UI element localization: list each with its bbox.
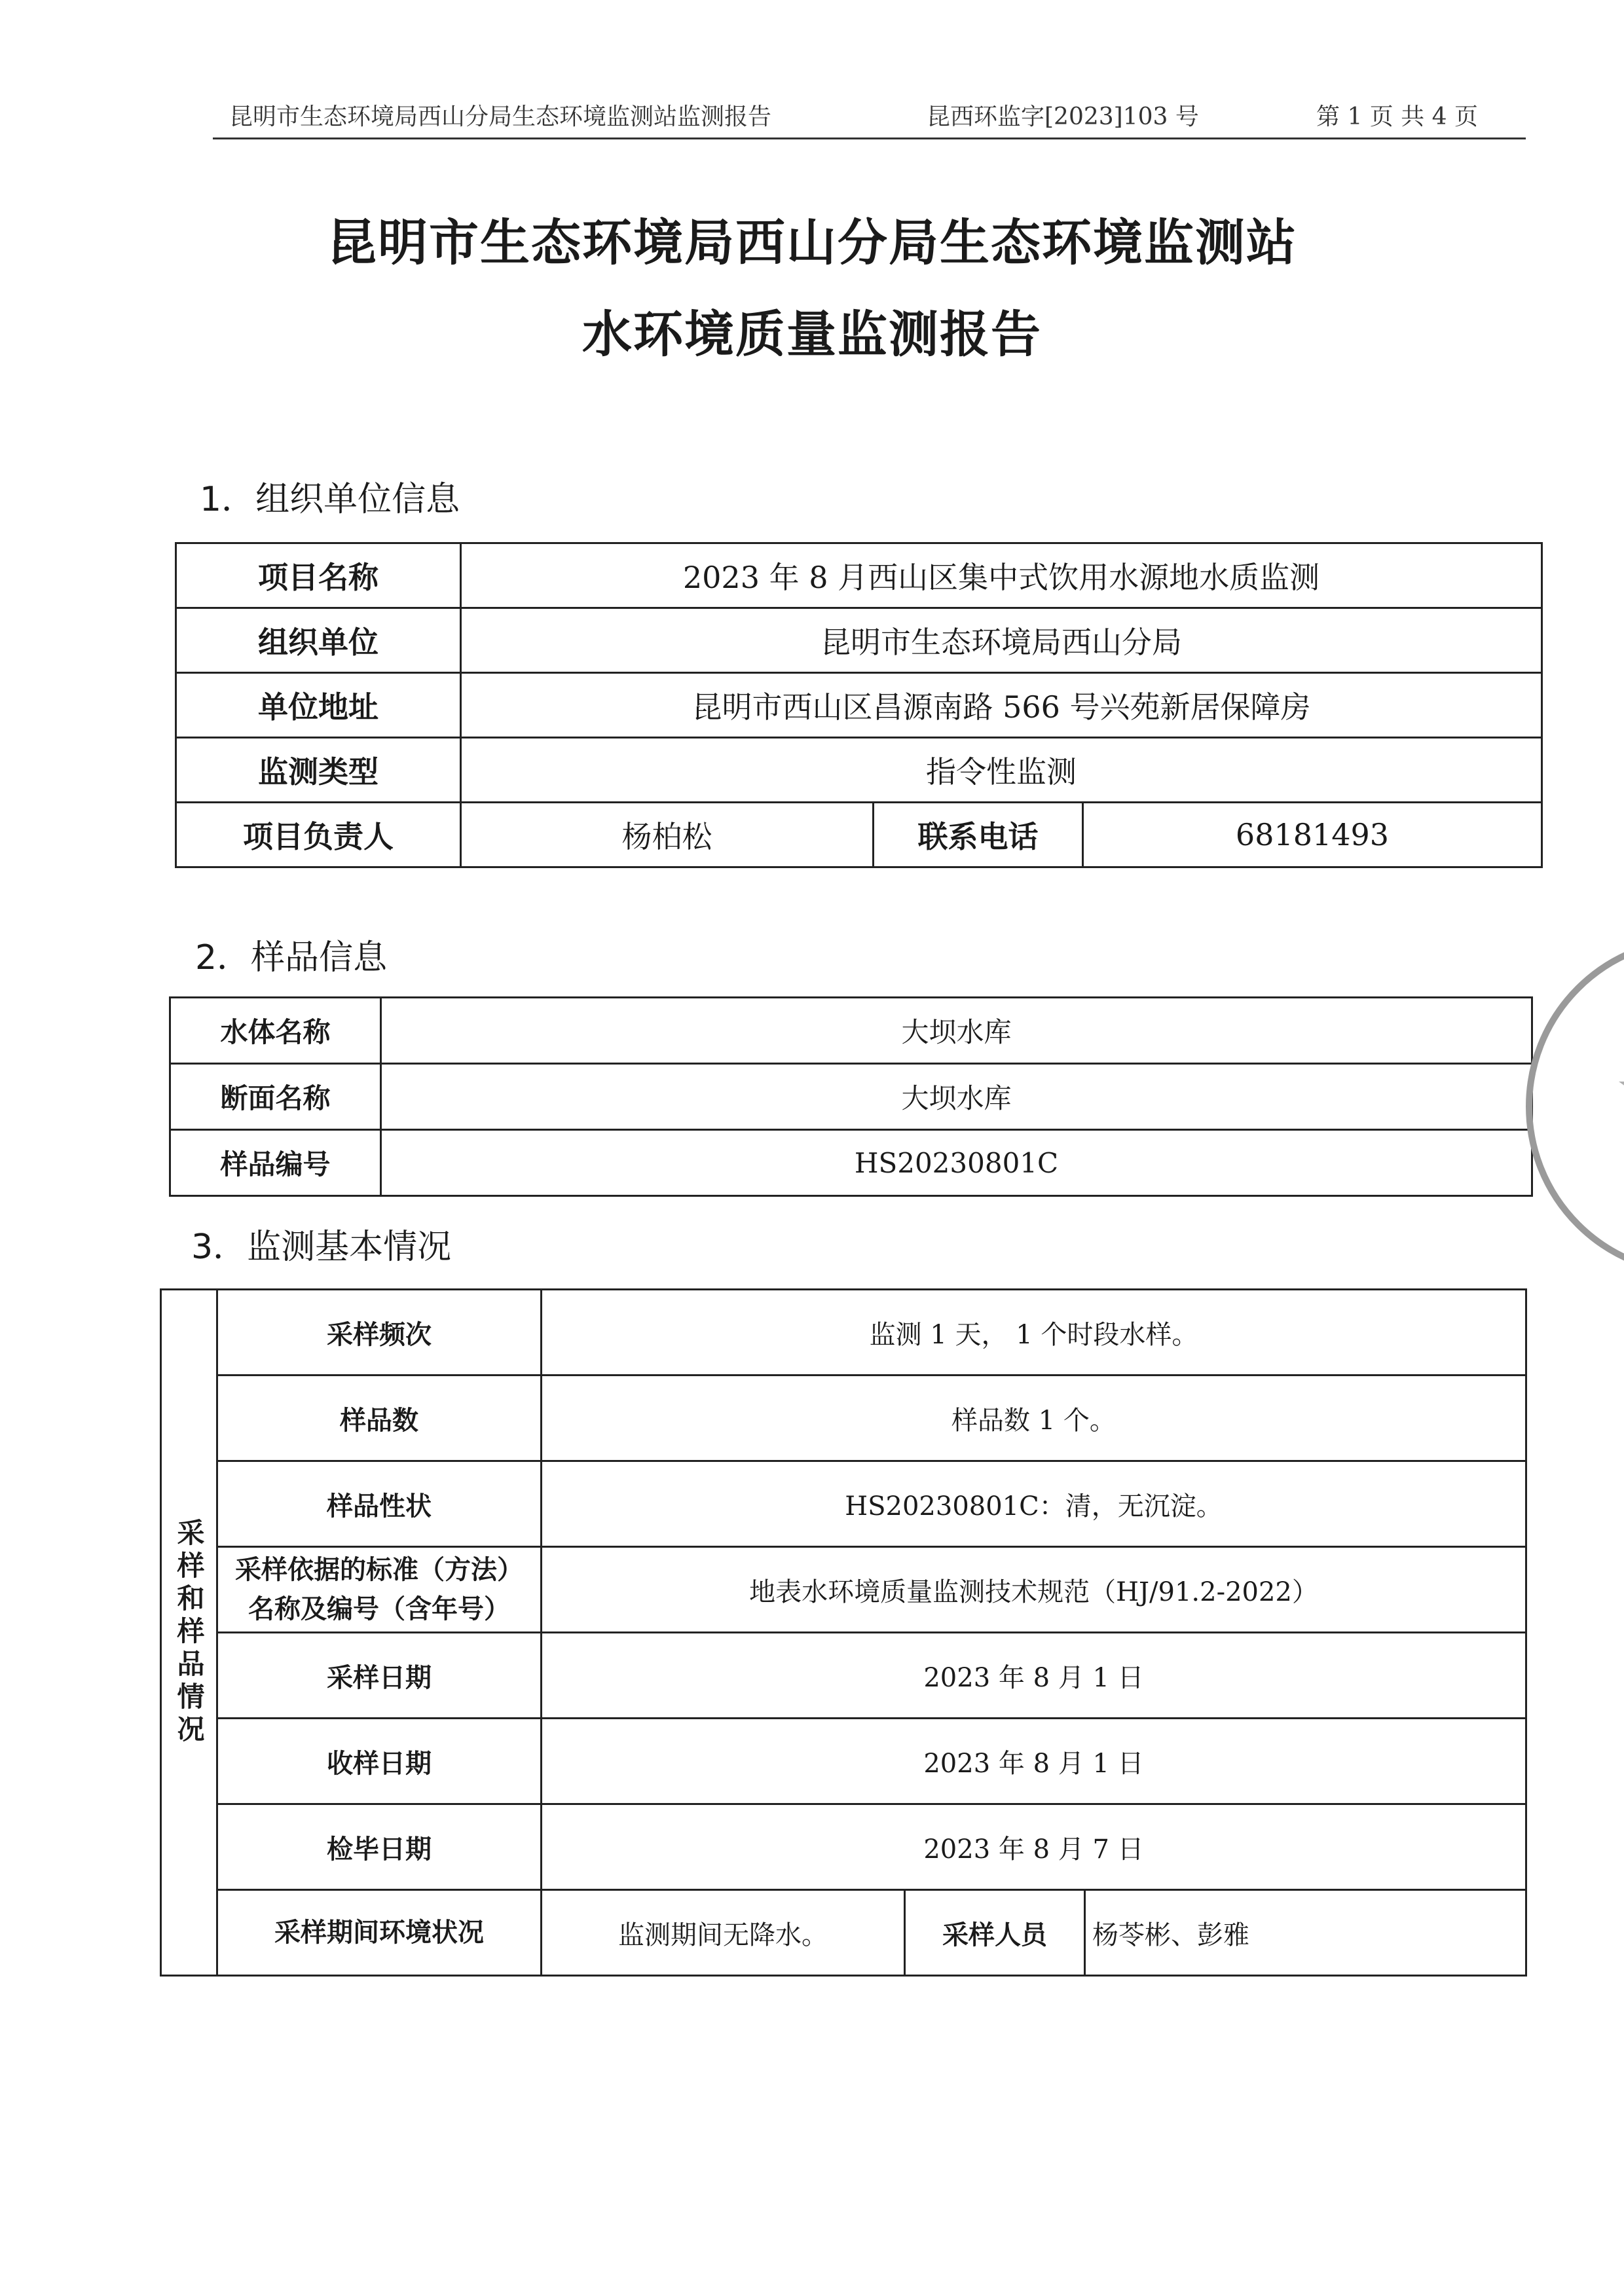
project-name-label: 项目名称 — [176, 543, 461, 608]
table-row — [170, 998, 1532, 1064]
section-name-label: 断面名称 — [170, 1064, 381, 1130]
project-name-value: 2023 年 8 月西山区集中式饮用水源地水质监测 — [461, 543, 1542, 608]
table-row — [170, 1064, 1532, 1130]
seal-ring — [1529, 939, 1624, 1273]
section-name-value: 大坝水库 — [381, 1064, 1532, 1130]
sampler-label: 采样人员 — [905, 1890, 1085, 1976]
water-body-label: 水体名称 — [170, 998, 381, 1064]
sampling-side-label: 采样和样品情况 — [161, 1290, 217, 1976]
report-title-line1: 昆明市生态环境局西山分局生态环境监测站 — [327, 213, 1297, 272]
sampling-date-label: 采样日期 — [217, 1633, 542, 1719]
sampling-standard-label: 采样依据的标准（方法）名称及编号（含年号） — [217, 1547, 542, 1633]
table-row — [161, 1461, 1526, 1547]
table-row — [161, 1376, 1526, 1461]
sampling-standard-value: 地表水环境质量监测技术规范（HJ/91.2-2022） — [542, 1547, 1526, 1633]
address-label: 单位地址 — [176, 673, 461, 738]
official-seal — [1526, 930, 1624, 1283]
report-title-line2: 水环境质量监测报告 — [582, 305, 1042, 363]
sample-appearance-value: HS20230801C：清，无沉淀。 — [542, 1461, 1526, 1547]
phone-label: 联系电话 — [874, 803, 1083, 867]
table-row — [176, 608, 1542, 673]
table-row — [161, 1290, 1526, 1376]
header-divider — [213, 137, 1526, 139]
table-row — [161, 1633, 1526, 1719]
org-info-table — [175, 542, 1543, 868]
table-row — [176, 673, 1542, 738]
sample-info-table — [169, 996, 1533, 1197]
project-lead-label: 项目负责人 — [176, 803, 461, 867]
project-lead-value: 杨柏松 — [461, 803, 874, 867]
sampling-date-value: 2023 年 8 月 1 日 — [542, 1633, 1526, 1719]
org-unit-label: 组织单位 — [176, 608, 461, 673]
table-row — [170, 1130, 1532, 1196]
sample-count-label: 样品数 — [217, 1376, 542, 1461]
table-row — [176, 803, 1542, 867]
seal-star — [1619, 1054, 1624, 1126]
sample-count-value: 样品数 1 个。 — [542, 1376, 1526, 1461]
table-row — [161, 1719, 1526, 1804]
sampler-value: 杨苓彬、彭雅 — [1085, 1890, 1526, 1976]
env-condition-label: 采样期间环境状况 — [217, 1890, 542, 1976]
monitoring-basics-table — [160, 1288, 1527, 1977]
water-body-value: 大坝水库 — [381, 998, 1532, 1064]
table-row — [176, 543, 1542, 608]
completion-date-value: 2023 年 8 月 7 日 — [542, 1804, 1526, 1890]
header-page: 第 1 页 共 4 页 — [1316, 103, 1479, 130]
address-value: 昆明市西山区昌源南路 566 号兴苑新居保障房 — [461, 673, 1542, 738]
sample-id-label: 样品编号 — [170, 1130, 381, 1196]
section3-heading: 3．监测基本情况 — [191, 1228, 452, 1267]
receiving-date-value: 2023 年 8 月 1 日 — [542, 1719, 1526, 1804]
sample-appearance-label: 样品性状 — [217, 1461, 542, 1547]
table-row — [176, 738, 1542, 803]
section1-heading: 1．组织单位信息 — [200, 480, 460, 519]
header-org: 昆明市生态环境局西山分局生态环境监测站监测报告 — [229, 103, 772, 130]
table-row — [161, 1547, 1526, 1633]
env-condition-value: 监测期间无降水。 — [542, 1890, 905, 1976]
table-row — [161, 1890, 1526, 1976]
sampling-frequency-value: 监测 1 天， 1 个时段水样。 — [542, 1290, 1526, 1376]
org-unit-value: 昆明市生态环境局西山分局 — [461, 608, 1542, 673]
monitor-type-value: 指令性监测 — [461, 738, 1542, 803]
header-doc-no: 昆西环监字[2023]103 号 — [927, 103, 1199, 130]
section2-heading: 2．样品信息 — [195, 938, 388, 977]
table-row — [161, 1804, 1526, 1890]
monitor-type-label: 监测类型 — [176, 738, 461, 803]
receiving-date-label: 收样日期 — [217, 1719, 542, 1804]
sampling-frequency-label: 采样频次 — [217, 1290, 542, 1376]
sample-id-value: HS20230801C — [381, 1130, 1532, 1196]
completion-date-label: 检毕日期 — [217, 1804, 542, 1890]
phone-value: 68181493 — [1083, 803, 1542, 867]
